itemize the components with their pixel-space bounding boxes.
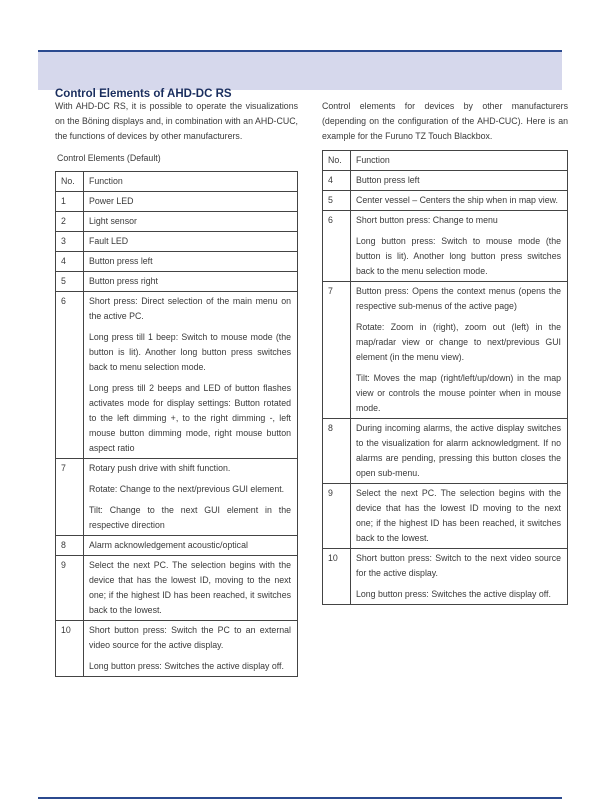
section-title: Control Elements of AHD-DC RS: [55, 88, 232, 100]
row-number: 5: [323, 191, 351, 211]
function-text: Power LED: [89, 196, 134, 206]
row-number: 2: [56, 212, 84, 232]
table-row: [56, 192, 298, 212]
furuno-control-elements-table: [322, 150, 568, 605]
function-text: Button press right: [89, 276, 158, 286]
left-column: [55, 99, 298, 677]
row-function: [84, 252, 298, 272]
function-text: Long button press: Switches the active display off.: [89, 661, 284, 671]
function-text: Select the next PC. The selection begins with the device that has the lowest ID, moving to the next one; if the highest ID has been reached, it switches back to the lowest.: [89, 560, 291, 615]
table-row: [56, 459, 298, 536]
left-intro: With AHD-DC RS, it is possible to operate the visualizations on the Böning displays and, in combination with an AHD-CUC, the functions of devices by other manufacturers.: [55, 101, 298, 141]
row-function: [351, 484, 568, 549]
row-number: 9: [323, 484, 351, 549]
function-text: Fault LED: [89, 236, 129, 246]
table-row: [323, 211, 568, 282]
function-text: Center vessel – Centers the ship when in map view.: [356, 195, 558, 205]
function-text: Short button press: Switch the PC to an external video source for the active display.: [89, 625, 291, 650]
row-function: [84, 212, 298, 232]
table-caption: Control Elements (Default): [57, 153, 161, 163]
function-text: Select the next PC. The selection begins with the device that has the lowest ID moving to the next one; if the highest ID has been reached, it switches back to the lowest.: [356, 488, 561, 543]
left-table-body: [56, 192, 298, 677]
function-text: Long button press: Switches the active display off.: [356, 589, 551, 599]
function-text: Rotate: Change to the next/previous GUI element.: [89, 484, 285, 494]
row-function: [351, 419, 568, 484]
row-number: 5: [56, 272, 84, 292]
right-column: [322, 99, 568, 605]
row-number: 4: [323, 171, 351, 191]
row-number: 6: [323, 211, 351, 282]
table-row: [323, 282, 568, 419]
row-function: [351, 191, 568, 211]
function-text: Short button press: Change to menu: [356, 215, 498, 225]
table-row: [323, 484, 568, 549]
function-text: Long button press: Switch to mouse mode (the button is lit). Another long button press switches back to the menu selection mode.: [356, 236, 561, 276]
bottom-rule: [38, 797, 562, 799]
table-row: [56, 292, 298, 459]
row-number: 1: [56, 192, 84, 212]
row-number: 10: [323, 549, 351, 605]
table-row: [56, 556, 298, 621]
table-header-row: [323, 151, 568, 171]
row-function: [84, 232, 298, 252]
function-text: Button press left: [89, 256, 153, 266]
header-function: Function: [351, 151, 568, 171]
table-header-row: [56, 172, 298, 192]
table-row: [323, 171, 568, 191]
row-function: [84, 621, 298, 677]
table-row: [56, 536, 298, 556]
header-no: No.: [323, 151, 351, 171]
row-function: [84, 556, 298, 621]
row-function: [84, 192, 298, 212]
header-band: [38, 52, 562, 90]
right-intro: Control elements for devices by other manufacturers (depending on the configuration of the AHD-CUC). Here is an example for the Furuno TZ Touch Blackbox.: [322, 101, 568, 141]
row-function: [84, 272, 298, 292]
function-text: Rotate: Zoom in (right), zoom out (left) in the map/radar view or change to next/previous GUI element (in the menu view).: [356, 322, 561, 362]
table-row: [56, 232, 298, 252]
function-text: Long press till 2 beeps and LED of button flashes activates mode for display settings: Button rotated to the left dimming +, to the right dimming -, left mouse button dimming mode, right mouse button aspect ratio: [89, 383, 291, 453]
function-text: Alarm acknowledgement acoustic/optical: [89, 540, 248, 550]
row-number: 8: [323, 419, 351, 484]
table-row: [56, 252, 298, 272]
table-row: [323, 191, 568, 211]
row-function: [351, 282, 568, 419]
row-function: [351, 171, 568, 191]
function-text: Light sensor: [89, 216, 137, 226]
row-number: 3: [56, 232, 84, 252]
function-text: During incoming alarms, the active display switches to the visualization for alarm acknowledgment. If no alarms are pending, pressing this button closes the open sub-menu.: [356, 423, 561, 478]
row-number: 10: [56, 621, 84, 677]
table-row: [56, 621, 298, 677]
header-function: Function: [84, 172, 298, 192]
function-text: Long press till 1 beep: Switch to mouse mode (the button is lit). Another long button press switches back to menu selection mode.: [89, 332, 291, 372]
header-no: No.: [56, 172, 84, 192]
row-function: [84, 292, 298, 459]
row-number: 4: [56, 252, 84, 272]
row-function: [84, 536, 298, 556]
row-number: 8: [56, 536, 84, 556]
row-number: 9: [56, 556, 84, 621]
function-text: Button press: Opens the context menus (opens the respective sub-menus of the active page): [356, 286, 561, 311]
table-row: [56, 272, 298, 292]
row-number: 7: [56, 459, 84, 536]
function-text: Tilt: Moves the map (right/left/up/down) in the map view or controls the mouse pointer when in mouse mode.: [356, 373, 561, 413]
row-function: [351, 211, 568, 282]
function-text: Short button press: Switch to the next video source for the active display.: [356, 553, 561, 578]
right-table-body: [323, 171, 568, 605]
table-row: [323, 549, 568, 605]
row-function: [351, 549, 568, 605]
function-text: Short press: Direct selection of the main menu on the active PC.: [89, 296, 291, 321]
row-number: 7: [323, 282, 351, 419]
table-row: [323, 419, 568, 484]
default-control-elements-table: [55, 171, 298, 677]
function-text: Tilt: Change to the next GUI element in the respective direction: [89, 505, 291, 530]
row-number: 6: [56, 292, 84, 459]
row-function: [84, 459, 298, 536]
table-row: [56, 212, 298, 232]
function-text: Button press left: [356, 175, 420, 185]
function-text: Rotary push drive with shift function.: [89, 463, 231, 473]
